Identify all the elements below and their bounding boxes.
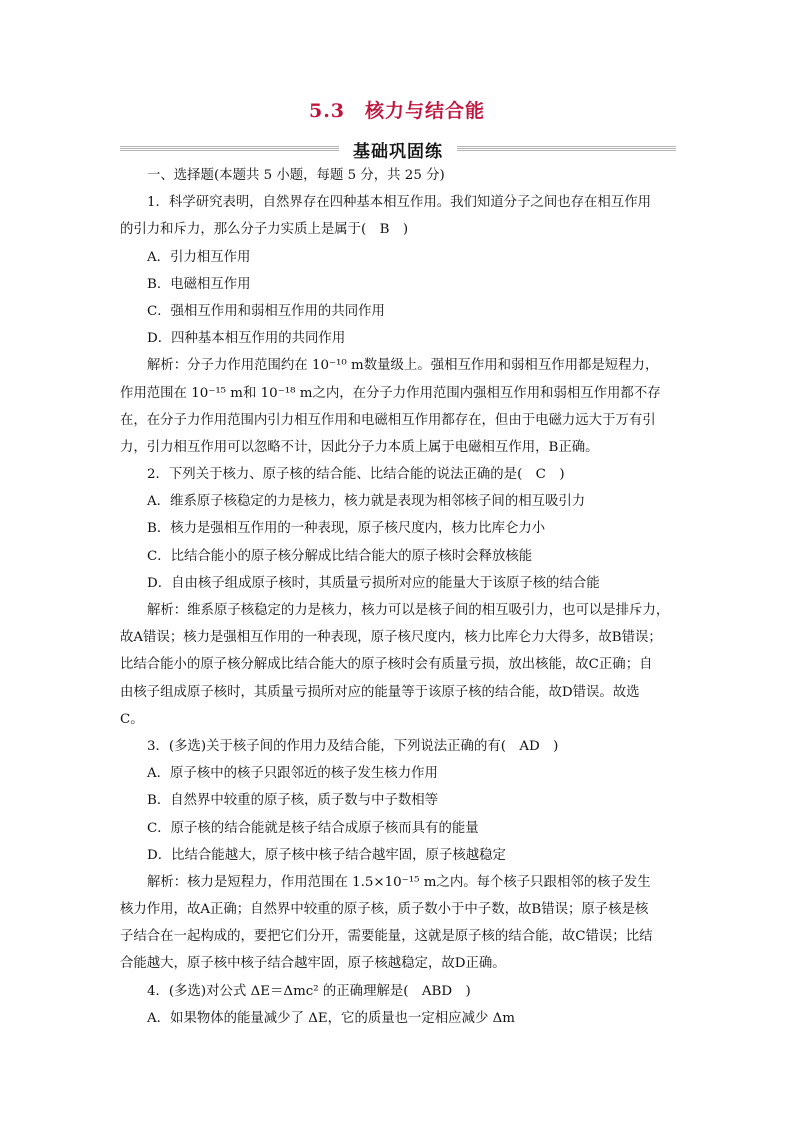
document-body <box>120 162 676 1032</box>
question-3-option-d: D．比结合能越大，原子核中核子结合越牢固，原子核越稳定 <box>147 847 506 863</box>
question-2-option-d: D．自由核子组成原子核时，其质量亏损所对应的能量大于该原子核的结合能 <box>147 575 600 591</box>
question-3-explanation-cont: 子结合在一起构成的，要把它们分开，需要能量，这就是原子核的结合能，故C错误；比结 <box>120 929 653 945</box>
question-3-explanation: 解析：核力是短程力，作用范围在 1.5×10⁻¹⁵ m之内。每个核子只跟相邻的核子发生 <box>147 874 651 890</box>
question-2-explanation-cont: 故A错误；核力是强相互作用的一种表现，原子核尺度内，核力比库仑力大得多，故B错误； <box>120 630 662 646</box>
question-1-option-d: D．四种基本相互作用的共同作用 <box>147 331 346 347</box>
question-3-option-a: A．原子核中的核子只跟邻近的核子发生核力作用 <box>147 766 438 782</box>
question-4-option-a: A．如果物体的能量减少了 ΔE，它的质量也一定相应减少 Δm <box>147 1010 515 1026</box>
question-1-option-a: A．引力相互作用 <box>147 249 251 265</box>
left-divider <box>120 146 339 152</box>
question-3-stem: 3．(多选)关于核子间的作用力及结合能，下列说法正确的有( AD ) <box>147 738 559 754</box>
question-1-explanation-cont: 在，在分子力作用范围内引力相互作用和电磁相互作用都存在，但由于电磁力远大于万有引 <box>120 412 656 428</box>
question-1-explanation: 解析：分子力作用范围约在 10⁻¹⁰ m数量级上。强相互作用和弱相互作用都是短程力， <box>147 358 659 374</box>
question-1-option-c: C．强相互作用和弱相互作用的共同作用 <box>147 303 385 319</box>
question-2-option-b: B．核力是强相互作用的一种表现，原子核尺度内，核力比库仑力小 <box>147 521 546 537</box>
section-header <box>120 138 676 160</box>
question-2-explanation-cont: 由核子组成原子核时，其质量亏损所对应的能量等于该原子核的结合能，故D错误。故选 <box>120 684 640 700</box>
question-2-explanation-cont: C。 <box>120 711 144 727</box>
question-2-stem: 2．下列关于核力、原子核的结合能、比结合能的说法正确的是( C ) <box>147 467 565 483</box>
question-3-explanation-cont: 合能越大，原子核中核子结合越牢固，原子核越稳定，故D正确。 <box>120 956 506 972</box>
question-2-option-c: C．比结合能小的原子核分解成比结合能大的原子核时会释放核能 <box>147 548 533 564</box>
question-2-option-a: A．维系原子核稳定的力是核力，核力就是表现为相邻核子间的相互吸引力 <box>147 494 586 510</box>
question-3-explanation-cont: 核力作用，故A正确；自然界中较重的原子核，质子数小于中子数，故B错误；原子核是核 <box>120 902 649 918</box>
section-heading: 一、选择题(本题共 5 小题，每题 5 分，共 25 分) <box>147 168 445 183</box>
question-1-explanation-cont: 作用范围在 10⁻¹⁵ m和 10⁻¹⁸ m之内，在分子力作用范围内强相互作用和弱相互作用都不存 <box>120 385 661 401</box>
question-3-option-b: B．自然界中较重的原子核，质子数与中子数相等 <box>147 793 439 809</box>
question-1-stem: 1．科学研究表明，自然界存在四种基本相互作用。我们知道分子之间也存在相互作用 <box>147 195 651 211</box>
question-2-explanation: 解析：维系原子核稳定的力是核力，核力可以是核子间的相互吸引力，也可以是排斥力， <box>147 603 670 618</box>
right-divider <box>457 146 676 152</box>
question-1-option-b: B．电磁相互作用 <box>147 276 251 292</box>
question-3-option-c: C．原子核的结合能就是核子结合成原子核而具有的能量 <box>147 820 479 836</box>
page-title: 5.3 核力与结合能 <box>308 100 486 122</box>
question-4-stem: 4．(多选)对公式 ΔE＝Δmc² 的正确理解是( ABD ) <box>147 983 471 999</box>
question-2-explanation-cont: 比结合能小的原子核分解成比结合能大的原子核时会有质量亏损，放出核能，故C正确；自 <box>120 657 653 673</box>
section-title: 基础巩固练 <box>353 141 443 162</box>
question-1-stem-cont: 的引力和斥力，那么分子力实质上是属于( B ) <box>120 222 409 238</box>
question-1-explanation-cont: 力，引力相互作用可以忽略不计，因此分子力本质上属于电磁相互作用，B正确。 <box>120 439 599 455</box>
